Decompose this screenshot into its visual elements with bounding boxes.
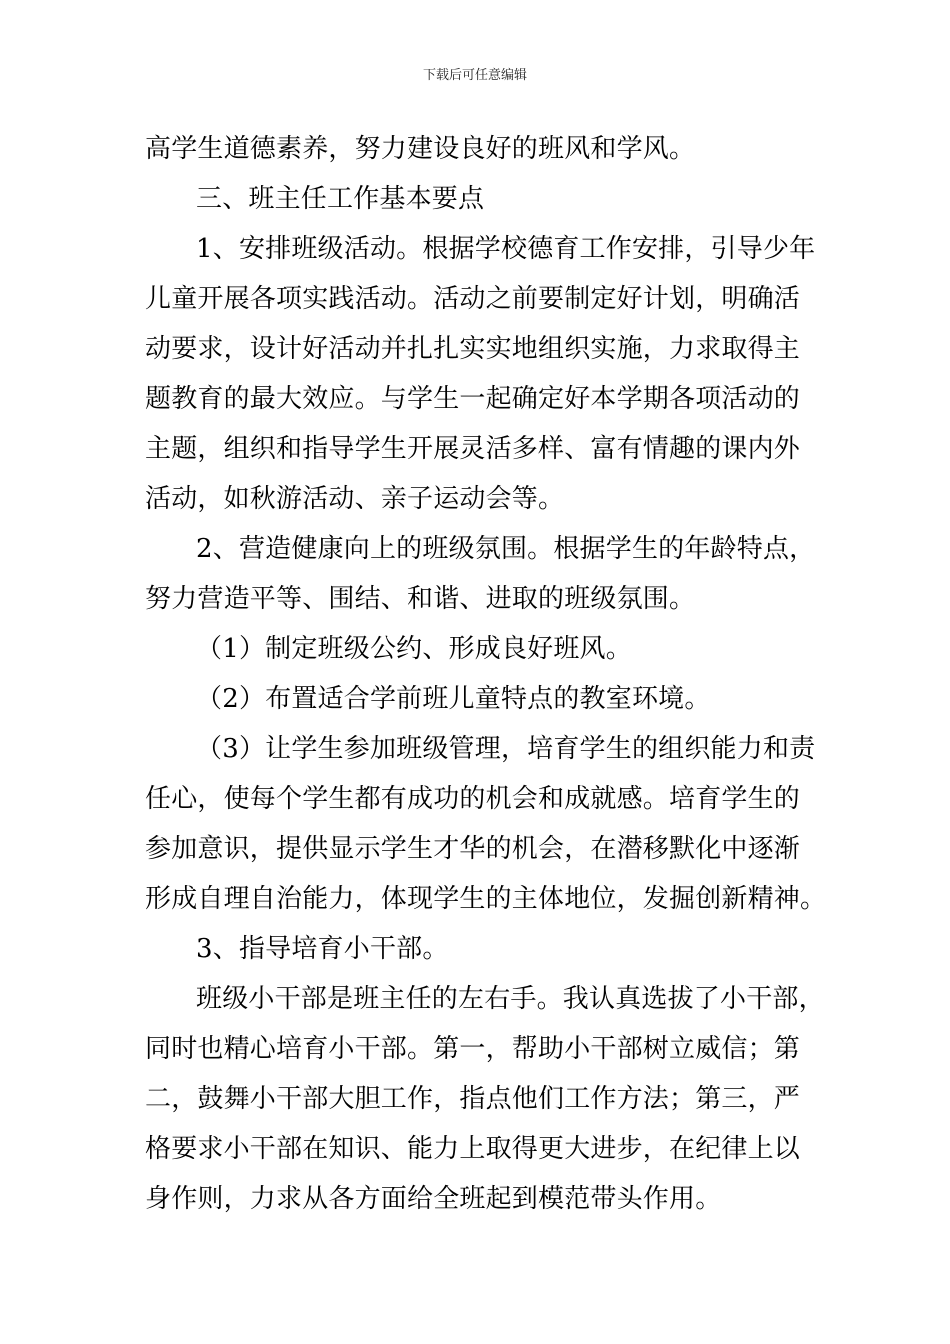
text-line: （1）制定班级公约、形成良好班风。 <box>196 634 632 664</box>
text-line: 高学生道德素养，努力建设良好的班风和学风。 <box>145 134 696 164</box>
text-line: 3、指导培育小干部。 <box>196 934 449 964</box>
text-line: 同时也精心培育小干部。第一，帮助小干部树立威信；第 <box>145 1034 801 1064</box>
text-line: 2、营造健康向上的班级氛围。根据学生的年龄特点， <box>196 534 816 564</box>
text-line: 二，鼓舞小干部大胆工作，指点他们工作方法；第三，严 <box>145 1084 801 1114</box>
text-line: 任心，使每个学生都有成功的机会和成就感。培育学生的 <box>145 784 801 814</box>
text-line: 身作则，力求从各方面给全班起到模范带头作用。 <box>145 1184 722 1214</box>
text-line: 主题，组织和指导学生开展灵活多样、富有情趣的课内外 <box>145 434 801 464</box>
page-header: 下载后可任意编辑 <box>422 68 527 83</box>
section-heading: 三、班主任工作基本要点 <box>196 184 485 214</box>
text-line: （2）布置适合学前班儿童特点的教室环境。 <box>196 684 711 714</box>
text-line: 1、安排班级活动。根据学校德育工作安排，引导少年 <box>196 234 816 264</box>
text-line: 参加意识，提供显示学生才华的机会，在潜移默化中逐渐 <box>145 834 801 864</box>
text-line: 努力营造平等、围结、和谐、进取的班级氛围。 <box>145 584 696 614</box>
text-line: 形成自理自治能力，体现学生的主体地位，发掘创新精神。 <box>145 884 827 914</box>
text-line: 题教育的最大效应。与学生一起确定好本学期各项活动的 <box>145 384 801 414</box>
text-line: （3）让学生参加班级管理，培育学生的组织能力和责 <box>196 734 816 764</box>
text-line: 格要求小干部在知识、能力上取得更大进步，在纪律上以 <box>145 1134 801 1164</box>
text-line: 儿童开展各项实践活动。活动之前要制定好计划，明确活 <box>145 284 801 314</box>
text-line: 班级小干部是班主任的左右手。我认真选拔了小干部， <box>196 984 825 1014</box>
text-line: 活动，如秋游活动、亲子运动会等。 <box>145 484 565 514</box>
text-line: 动要求，设计好活动并扎扎实实地组织实施，力求取得主 <box>145 334 801 364</box>
